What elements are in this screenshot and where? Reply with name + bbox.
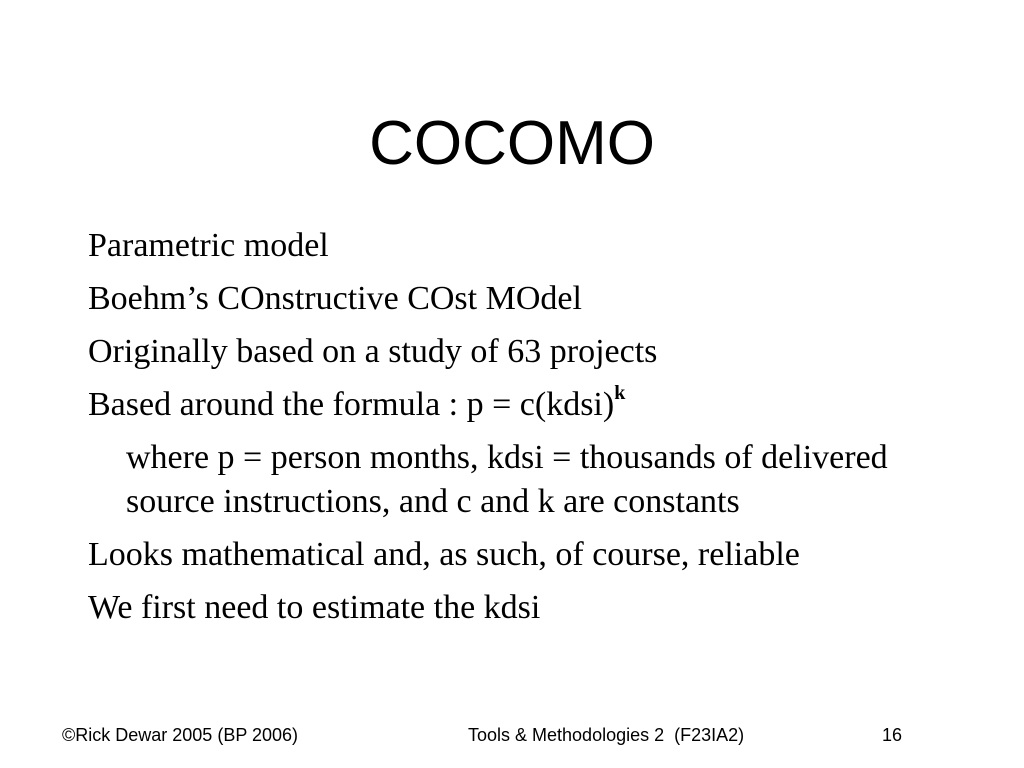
slide-title: COCOMO xyxy=(369,109,655,178)
formula-exponent: k xyxy=(614,382,626,404)
bullet-list xyxy=(88,224,948,639)
bullet-item: Originally based on a study of 63 projects xyxy=(88,333,658,370)
sub-bullet-item: where p = person months, kdsi = thousands of delivered source instructions, and c and k are constants xyxy=(126,439,888,520)
footer-copyright: ©Rick Dewar 2005 (BP 2006) xyxy=(62,725,299,745)
bullet-item-formula xyxy=(88,383,948,427)
bullet-item: Boehm’s COnstructive COst MOdel xyxy=(88,280,582,317)
footer-course: Tools & Methodologies 2 (F23IA2) xyxy=(468,725,745,745)
bullet-item: Looks mathematical and, as such, of course, reliable xyxy=(88,536,800,573)
bullet-item: Parametric model xyxy=(88,227,329,264)
footer-page-number: 16 xyxy=(882,725,903,745)
bullet-item: We first need to estimate the kdsi xyxy=(88,589,541,626)
formula-text: Based around the formula : p = c(kdsi) xyxy=(88,386,615,423)
